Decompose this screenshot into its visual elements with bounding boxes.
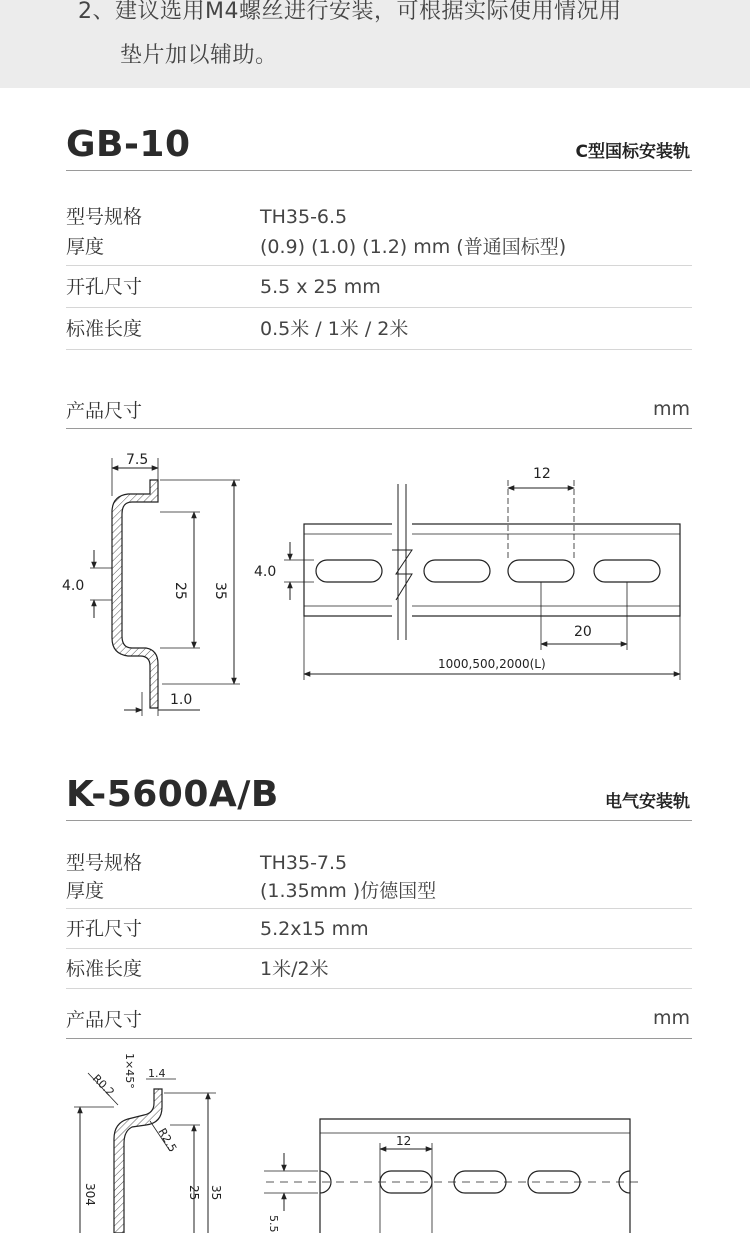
product-2-model: K-5600A/B (66, 774, 279, 815)
dim-length: 1000,500,2000(L) (438, 657, 546, 671)
spec-value: 0.5米 / 1米 / 2米 (260, 318, 409, 340)
spec-label: 型号规格 (66, 206, 143, 228)
dim-inner-height: 25 (172, 582, 188, 600)
dim-lip: 1.4 (148, 1067, 166, 1080)
spec-label: 厚度 (66, 880, 105, 902)
spec-value: 5.2x15 mm (260, 918, 369, 940)
note-line-2: 垫片加以辅助。 (120, 43, 278, 68)
product-1-unit: mm (652, 398, 690, 420)
product-1-type: C型国标安装轨 (575, 142, 690, 162)
dim-left-height: 304 (83, 1183, 97, 1206)
product-2-spec-table (66, 848, 692, 989)
dim-top-width: 7.5 (126, 452, 149, 468)
dim-outer-height-2: 35 (209, 1185, 223, 1201)
dim-slot-pitch: 20 (574, 624, 592, 640)
product-1-dims-heading: 产品尺寸 (66, 400, 143, 422)
product-2-dims-heading: 产品尺寸 (66, 1009, 143, 1031)
rail-front-view-2 (320, 1119, 630, 1233)
spec-row-hole (66, 909, 692, 949)
product-2-dims-rule (66, 1038, 692, 1039)
spec-label: 开孔尺寸 (66, 276, 143, 298)
spec-label: 标准长度 (66, 958, 143, 980)
spec-value: TH35-6.5 (260, 206, 348, 228)
dim-r1: R0.2 (89, 1071, 117, 1099)
product-1-model: GB-10 (66, 124, 191, 165)
dim-slot-length: 12 (533, 466, 551, 482)
spec-row-model-thickness (66, 848, 692, 909)
rail-profile (112, 480, 158, 708)
dim-thickness: 1.0 (170, 692, 193, 708)
installation-note (0, 0, 750, 88)
spec-value: (0.9) (1.0) (1.2) mm (普通国标型) (260, 236, 567, 258)
rail-front-view (304, 524, 680, 616)
spec-row-length (66, 949, 692, 989)
rail-profile-2 (114, 1089, 162, 1233)
product-1-spec-table (66, 202, 692, 350)
spec-row-hole (66, 266, 692, 308)
dim-chamfer: 1×45° (123, 1053, 136, 1089)
spec-label: 厚度 (66, 236, 105, 258)
spec-row-length (66, 308, 692, 350)
dim-outer-height: 35 (212, 582, 228, 600)
product-2-drawing (0, 1043, 750, 1233)
dim-slot-height: 4.0 (62, 578, 85, 594)
product-2-unit: mm (652, 1007, 690, 1029)
product-1-title-rule (66, 170, 692, 171)
product-2-type: 电气安装轨 (605, 792, 690, 812)
spec-value: TH35-7.5 (260, 852, 348, 874)
dim-r2: R2.5 (155, 1126, 180, 1155)
spec-label: 标准长度 (66, 318, 143, 340)
dim-rail-side-height: 4.0 (254, 564, 277, 580)
spec-label: 开孔尺寸 (66, 918, 143, 940)
spec-row-model-thickness (66, 202, 692, 266)
dim-slot-length-2: 12 (396, 1134, 412, 1148)
spec-value: 5.5 x 25 mm (260, 276, 381, 298)
note-line-1: 2、建议选用M4螺丝进行安装，可根据实际使用情况用 (78, 0, 622, 24)
spec-value: 1米/2米 (260, 958, 329, 980)
product-1-dims-rule (66, 428, 692, 429)
product-2-title-rule (66, 820, 692, 821)
spec-value: (1.35mm )仿德国型 (260, 880, 437, 902)
spec-label: 型号规格 (66, 852, 143, 874)
product-1-drawing (0, 440, 750, 740)
dim-slot-height-2: 5.5 (267, 1215, 280, 1233)
dim-inner-height-2: 25 (187, 1185, 201, 1201)
